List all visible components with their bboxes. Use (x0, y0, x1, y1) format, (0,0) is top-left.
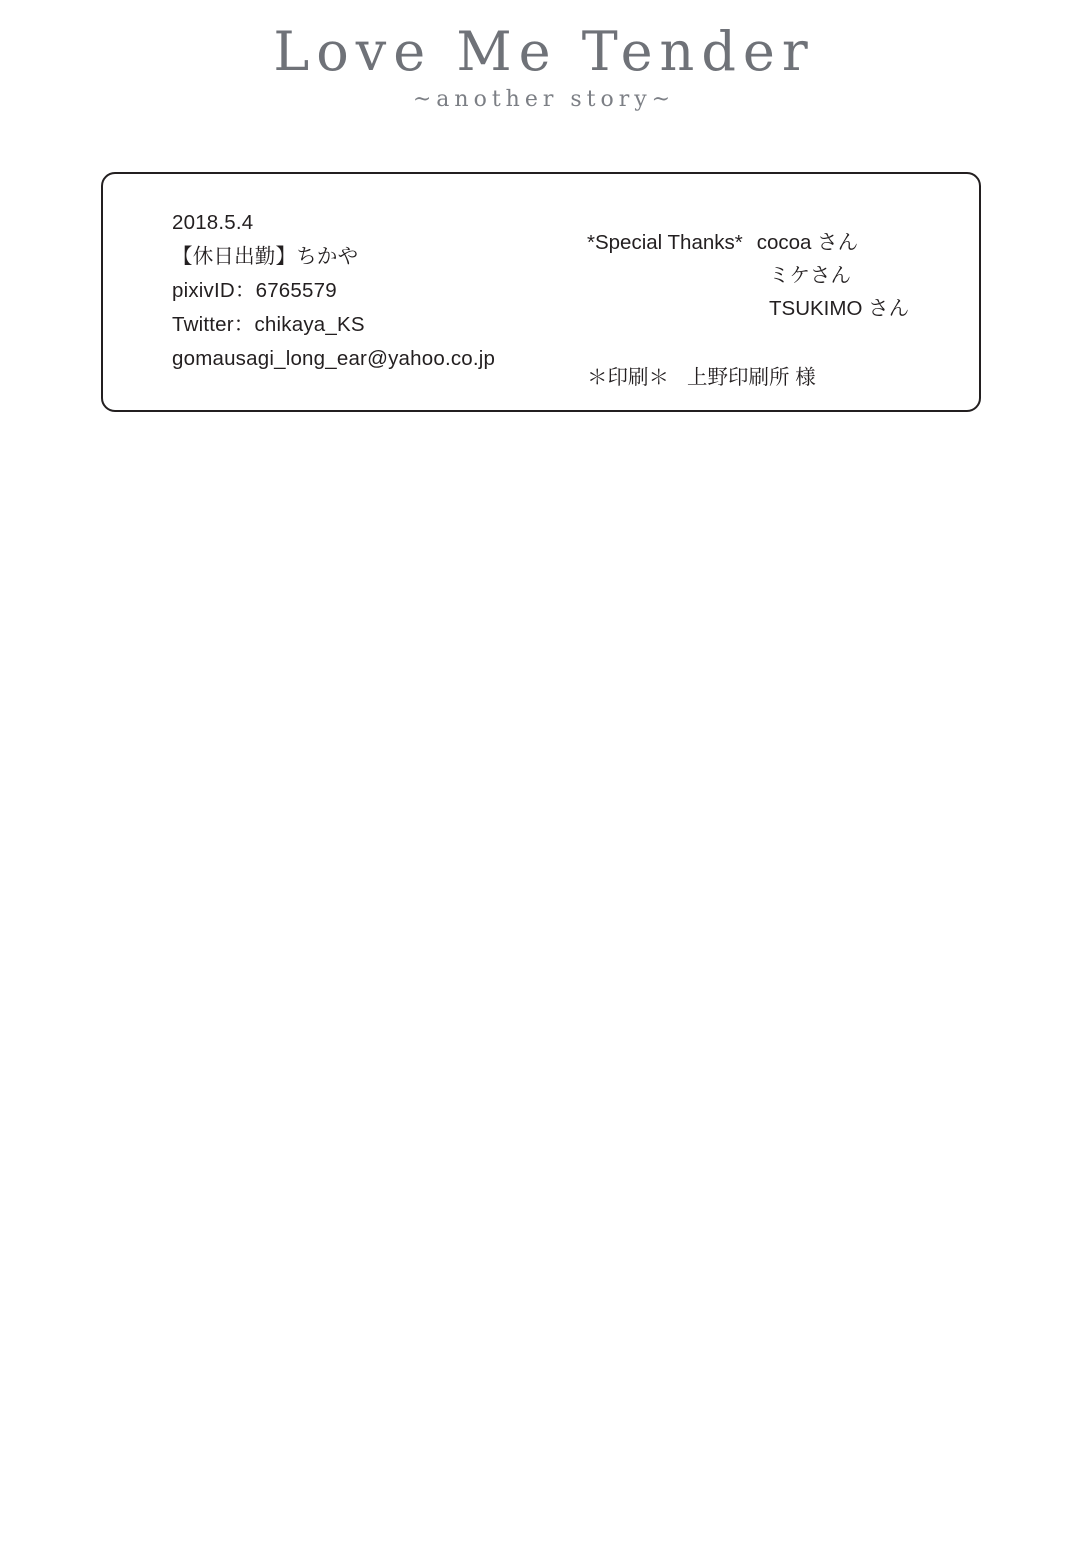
special-thanks-row (587, 226, 909, 259)
special-thanks-name-1: cocoa さん (756, 231, 859, 254)
special-thanks-name-3: TSUKIMO さん (769, 297, 910, 320)
title-block (0, 22, 1088, 112)
email-address: gomausagi_long_ear@yahoo.co.jp (172, 347, 496, 370)
colophon-box (101, 172, 981, 412)
printer-label: ＊印刷＊ (587, 366, 669, 389)
printer-name: 上野印刷所 様 (687, 366, 816, 389)
page-subtitle: ~another story~ (412, 87, 676, 113)
special-thanks-label: *Special Thanks* (587, 231, 743, 254)
circle-and-author: 【休日出勤】ちかや (172, 245, 359, 268)
colophon-left-column (172, 206, 495, 376)
special-thanks-name-2: ミケさん (769, 264, 851, 287)
twitter-handle: Twitter：chikaya_KS (172, 313, 365, 336)
page-title: Love Me Tender (273, 20, 815, 83)
colophon-right-column (587, 226, 909, 394)
pixiv-id: pixivID：6765579 (172, 279, 337, 302)
publication-date: 2018.5.4 (172, 211, 254, 234)
printer-row (587, 361, 909, 394)
